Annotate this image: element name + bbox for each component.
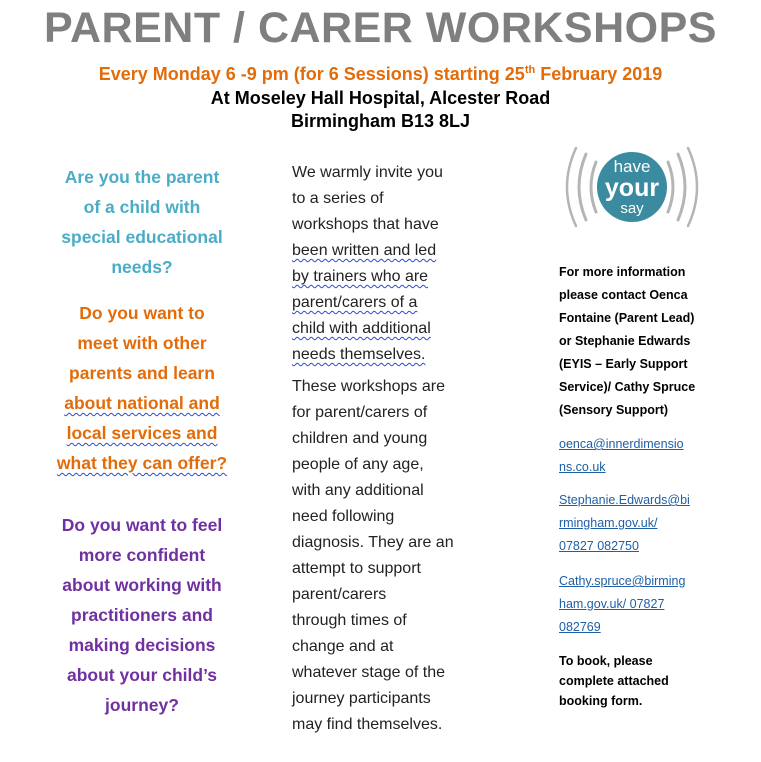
email-line[interactable]: Stephanie.Edwards@bi (559, 493, 690, 507)
cathy-email-link[interactable] (559, 570, 719, 639)
text-line: for parent/carers of (292, 404, 428, 421)
contact-info (559, 261, 719, 422)
session-dates (0, 64, 761, 85)
question-line: more confident (78, 545, 206, 565)
text-line: to a series of (292, 190, 384, 207)
description-column (292, 160, 467, 738)
logo-word-say: say (620, 200, 644, 217)
stephanie-email-link[interactable] (559, 489, 719, 558)
email-line[interactable]: rmingham.gov.uk/ (559, 516, 658, 530)
text-line: These workshops are (292, 378, 445, 395)
page-title: PARENT / CARER WORKSHOPS (44, 4, 717, 52)
oenca-email-link[interactable] (559, 433, 719, 479)
booking-line: complete attached (559, 674, 669, 688)
question-line: making decisions (68, 635, 216, 655)
text-line: by trainers who are (292, 268, 429, 285)
email-line[interactable]: Cathy.spruce@birming (559, 574, 686, 588)
text-line: child with additional (292, 320, 431, 337)
invitation-paragraph (292, 160, 467, 368)
question-line: local services and (66, 423, 218, 443)
question-line: meet with other (77, 333, 207, 353)
text-line: through times of (292, 612, 407, 629)
contact-line: or Stephanie Edwards (559, 334, 691, 348)
question-line: practitioners and (71, 605, 213, 625)
workshop-purpose-paragraph (292, 374, 467, 738)
phone-number[interactable]: 082769 (559, 620, 601, 634)
session-dates-text: Every Monday 6 -9 pm (for 6 Sessions) starting 25 (98, 64, 525, 84)
questions-column (28, 162, 256, 720)
question-meet-parents (28, 298, 256, 478)
question-line: about your child’s (66, 665, 218, 685)
text-line: need following (292, 508, 395, 525)
question-line: Do you want to feel (61, 515, 223, 535)
text-line: whatever stage of the (292, 664, 445, 681)
contact-line: For more information (559, 265, 686, 279)
booking-instructions (559, 651, 719, 711)
text-line: needs themselves. (292, 346, 426, 363)
text-line: parent/carers of a (292, 294, 418, 311)
contact-column (559, 261, 719, 711)
text-line: change and at (292, 638, 394, 655)
text-line: children and young (292, 430, 428, 447)
text-line: people of any age, (292, 456, 424, 473)
sound-waves-left-icon (567, 148, 596, 226)
text-line: attempt to support (292, 560, 421, 577)
text-line: parent/carers (292, 586, 387, 603)
question-line: Do you want to (79, 303, 205, 323)
session-dates-month: February 2019 (535, 64, 663, 84)
contact-line: Service)/ Cathy Spruce (559, 380, 696, 394)
question-line: parents and learn (69, 363, 215, 383)
venue-line-2: Birmingham B13 8LJ (290, 111, 471, 131)
text-line: journey participants (292, 690, 431, 707)
booking-line: booking form. (559, 694, 643, 708)
email-line[interactable]: ns.co.uk (559, 460, 606, 474)
logo-word-have: have (613, 157, 651, 176)
question-line: journey? (105, 695, 179, 715)
contact-line: please contact Oenca (559, 288, 688, 302)
question-line: about national and (64, 393, 220, 413)
text-line: with any additional (292, 482, 424, 499)
contact-line: (EYIS – Early Support (559, 357, 688, 371)
contact-line: Fontaine (Parent Lead) (559, 311, 695, 325)
logo-word-your: your (604, 174, 660, 202)
question-line: about working with (62, 575, 222, 595)
question-line: what they can offer? (56, 453, 228, 473)
email-line[interactable]: ham.gov.uk/ 07827 (559, 597, 665, 611)
date-ordinal: th (524, 64, 536, 76)
question-line: needs? (111, 257, 173, 277)
question-confidence (28, 510, 256, 720)
question-line: of a child with (83, 197, 201, 217)
question-line: Are you the parent (64, 167, 220, 187)
text-line: We warmly invite you (292, 164, 443, 181)
text-line: been written and led (292, 242, 437, 259)
question-line: special educational (61, 227, 223, 247)
have-your-say-logo (556, 140, 708, 235)
text-line: diagnosis. They are an (292, 534, 454, 551)
text-line: workshops that have (292, 216, 439, 233)
venue-line-1: At Moseley Hall Hospital, Alcester Road (210, 88, 551, 108)
contact-line: (Sensory Support) (559, 403, 669, 417)
booking-line: To book, please (559, 654, 653, 668)
sound-waves-right-icon (668, 148, 697, 226)
phone-number[interactable]: 07827 082750 (559, 539, 639, 553)
email-line[interactable]: oenca@innerdimensio (559, 437, 684, 451)
text-line: may find themselves. (292, 716, 443, 733)
question-parent-send (28, 162, 256, 282)
